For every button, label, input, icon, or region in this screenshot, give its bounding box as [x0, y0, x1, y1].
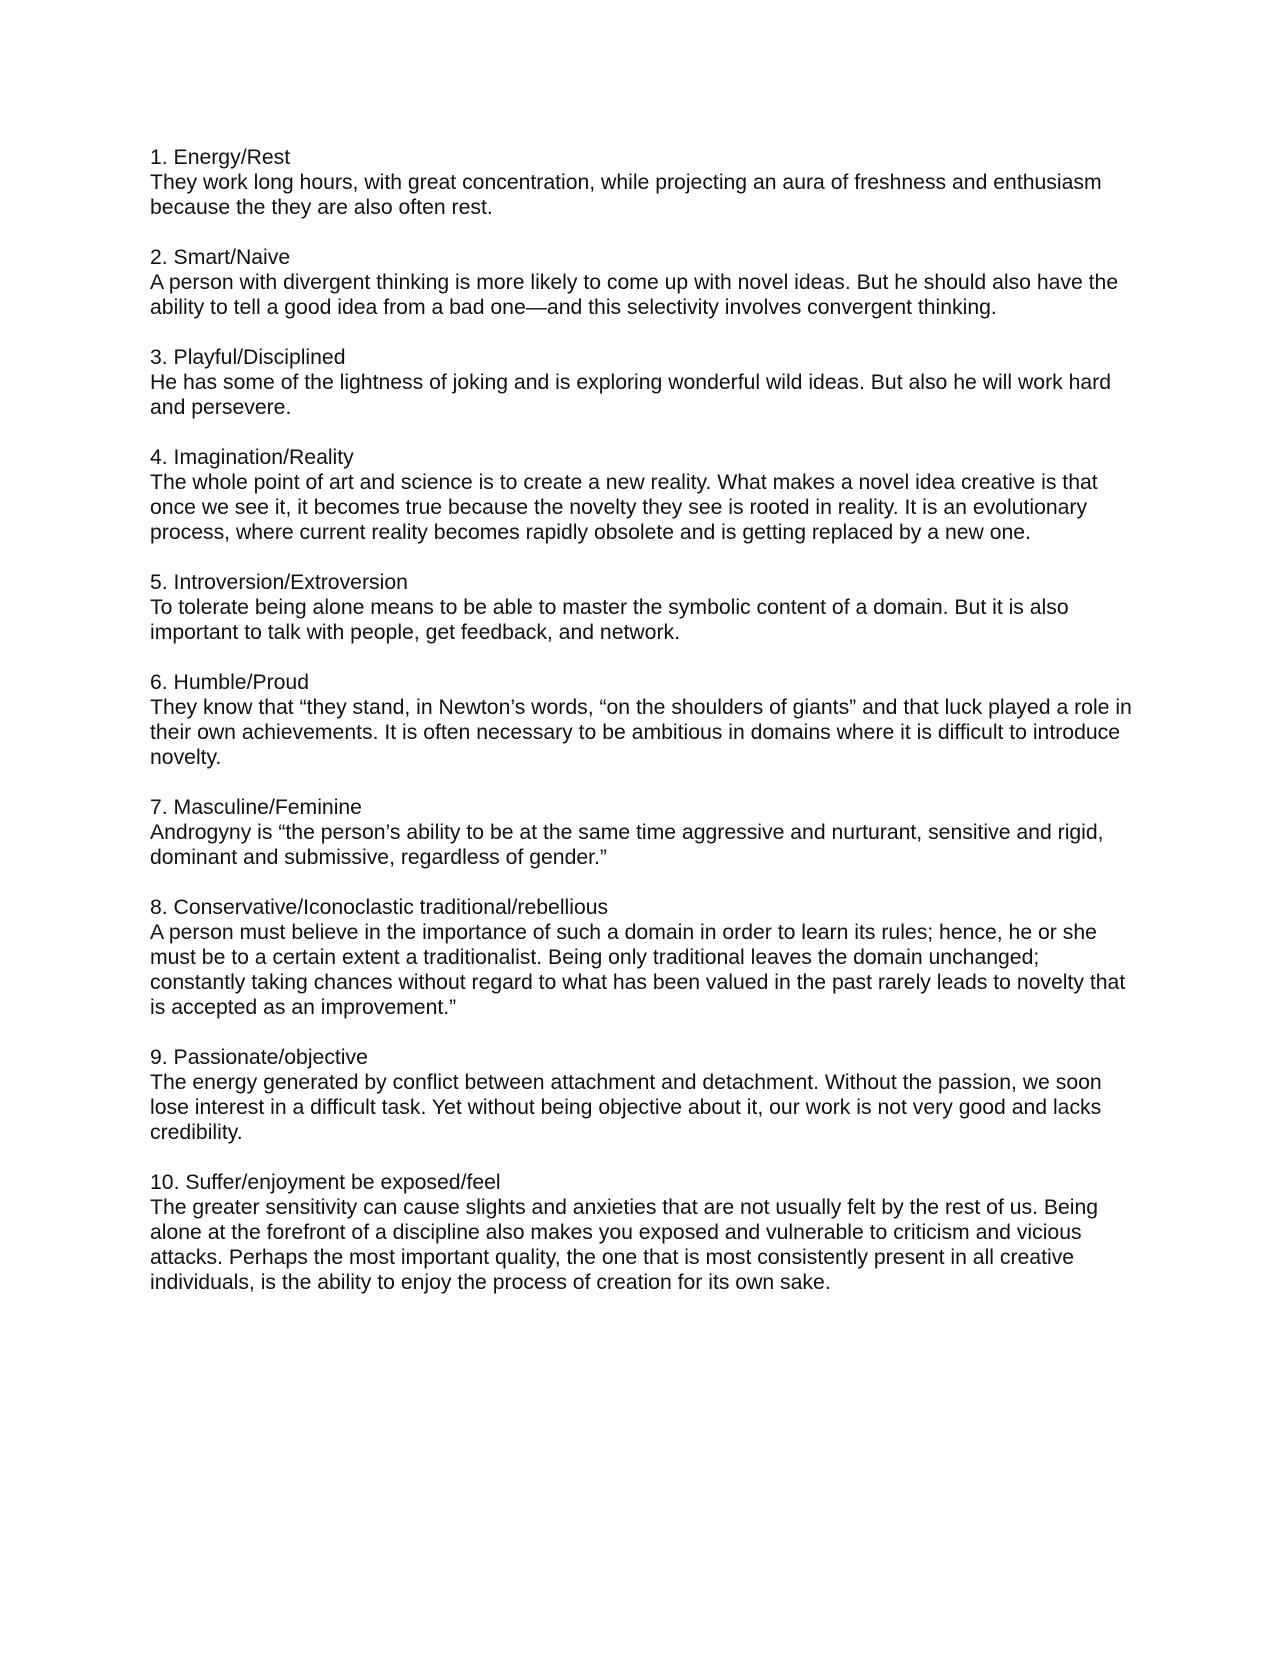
- entry-body: He has some of the lightness of joking and is exploring wonderful wild ideas. But also he will work hard and persevere.: [150, 371, 1112, 419]
- entry-masculine-feminine: [150, 795, 1140, 870]
- entry-introversion-extroversion: [150, 570, 1140, 645]
- entry-title: 3. Playful/Disciplined: [150, 346, 346, 369]
- entry-imagination-reality: [150, 445, 1140, 545]
- entry-conservative-iconoclastic: [150, 895, 1140, 1020]
- entry-body: Androgyny is “the person’s ability to be at the same time aggressive and nurturant, sensitive and rigid, dominant and submissive, regardless of gender.”: [150, 821, 1104, 869]
- entry-smart-naive: [150, 245, 1140, 320]
- entry-energy-rest: [150, 145, 1140, 220]
- entry-title: 4. Imagination/Reality: [150, 446, 354, 469]
- entry-body: The energy generated by conflict between attachment and detachment. Without the passion, we soon lose interest in a difficult task. Yet without being objective about it, our work is not very good and lacks credibility.: [150, 1071, 1102, 1144]
- entry-title: 10. Suffer/enjoyment be exposed/feel: [150, 1171, 501, 1194]
- entry-body: To tolerate being alone means to be able to master the symbolic content of a domain. But it is also important to talk with people, get feedback, and network.: [150, 596, 1069, 644]
- entry-body: The greater sensitivity can cause slights and anxieties that are not usually felt by the rest of us. Being alone at the forefront of a discipline also makes you exposed and vulnerable to criticism and vicious attacks. Perhaps the most important quality, the one that is most consistently present in all creative individuals, is the ability to enjoy the process of creation for its own sake.: [150, 1196, 1099, 1294]
- entry-body: A person must believe in the importance of such a domain in order to learn its rules; hence, he or she must be to a certain extent a traditionalist. Being only traditional leaves the domain unchanged; constantly taking chances without regard to what has been valued in the past rarely leads to novelty that is accepted as an improvement.”: [150, 921, 1126, 1019]
- entry-body: The whole point of art and science is to create a new reality. What makes a novel idea creative is that once we see it, it becomes true because the novelty they see is rooted in reality. It is an evolutionary process, where current reality becomes rapidly obsolete and is getting replaced by a new one.: [150, 471, 1098, 544]
- entry-title: 5. Introversion/Extroversion: [150, 571, 408, 594]
- entry-title: 9. Passionate/objective: [150, 1046, 368, 1069]
- entry-humble-proud: [150, 670, 1140, 770]
- entry-title: 8. Conservative/Iconoclastic traditional/rebellious: [150, 896, 609, 919]
- entry-title: 6. Humble/Proud: [150, 671, 309, 694]
- entry-body: A person with divergent thinking is more likely to come up with novel ideas. But he should also have the ability to tell a good idea from a bad one—and this selectivity involves convergent thinking.: [150, 271, 1119, 319]
- entry-suffer-enjoyment: [150, 1170, 1140, 1295]
- entry-title: 7. Masculine/Feminine: [150, 796, 362, 819]
- entry-passionate-objective: [150, 1045, 1140, 1145]
- document-page: [150, 145, 1140, 1320]
- entry-playful-disciplined: [150, 345, 1140, 420]
- entry-title: 2. Smart/Naive: [150, 246, 291, 269]
- entry-title: 1. Energy/Rest: [150, 146, 291, 169]
- entry-body: They know that “they stand, in Newton’s words, “on the shoulders of giants” and that luck played a role in their own achievements. It is often necessary to be ambitious in domains where it is difficult to introduce novelty.: [150, 696, 1132, 769]
- entry-body: They work long hours, with great concentration, while projecting an aura of freshness and enthusiasm because the they are also often rest.: [150, 171, 1102, 219]
